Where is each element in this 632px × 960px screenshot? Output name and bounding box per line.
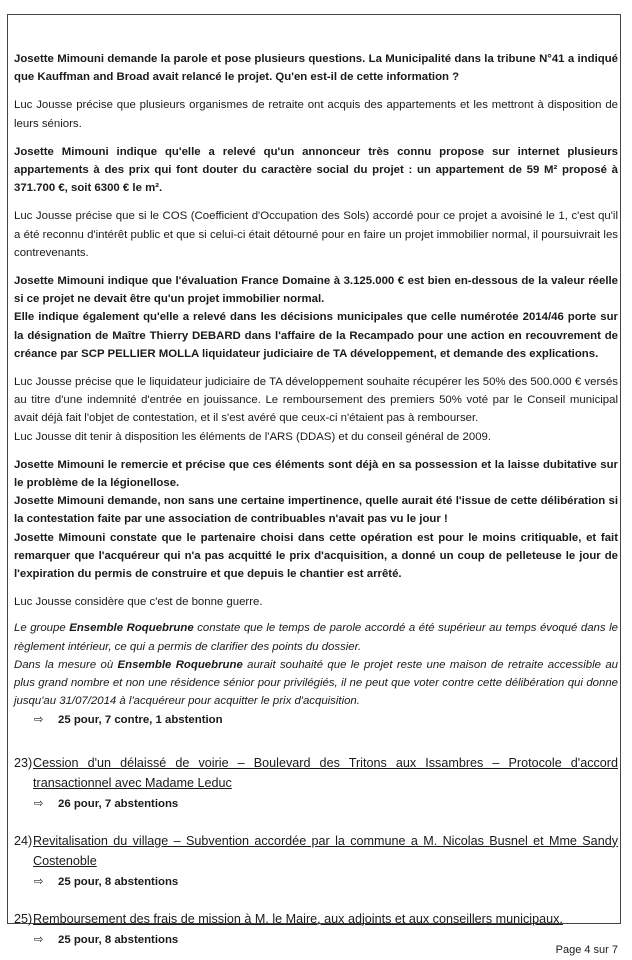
vote-result: ⇨ 25 pour, 7 contre, 1 abstention <box>14 711 618 729</box>
paragraph: Josette Mimouni indique que l'évaluation France Domaine à 3.125.000 € est bien en-dessous de la valeur réelle si ce projet ne devait être qu'un projet immobilier normal. <box>14 275 618 306</box>
vote-result: ⇨ 26 pour, 7 abstentions <box>14 795 618 813</box>
group-statement: Le groupe Ensemble Roquebrune constate que le temps de parole accordé a été supérieur au temps évoqué dans le règlement intérieur, ce qui a permis de clarifier des points du dossier. <box>14 622 618 653</box>
item-title: Revitalisation du village – Subvention accordée par la commune a M. Nicolas Busnel et Mme Sandy Costenoble <box>33 833 618 868</box>
item-title: Remboursement des frais de mission à M. le Maire, aux adjoints et aux conseillers municipaux. <box>33 911 563 926</box>
item-number: 24) <box>14 833 33 848</box>
group-name: Ensemble Roquebrune <box>69 622 194 635</box>
agenda-item <box>14 831 618 891</box>
paragraph: Elle indique également qu'elle a relevé dans les décisions municipales que celle numérotée 2014/46 porte sur la désignation de Maître Thierry DEBARD dans l'affaire de la Recampado pour une action en recouvrement de créance par SCP PELLIER MOLLA liquidateur judiciaire de TA développement, et demande des explications. <box>14 311 618 360</box>
paragraph: Luc Jousse considère que c'est de bonne guerre. <box>14 596 263 609</box>
vote-result: ⇨ 25 pour, 8 abstentions <box>14 873 618 891</box>
arrow-right-icon: ⇨ <box>34 875 44 888</box>
agenda-item <box>14 909 618 949</box>
group-name: Ensemble Roquebrune <box>117 658 243 671</box>
arrow-right-icon: ⇨ <box>34 933 44 946</box>
item-number: 23) <box>14 755 33 770</box>
paragraph: Josette Mimouni demande la parole et pose plusieurs questions. La Municipalité dans la tribune N°41 a indiqué que Kauffman and Broad avait relancé le projet. Qu'en est-il de cette information ? <box>14 53 618 84</box>
arrow-right-icon: ⇨ <box>34 713 44 726</box>
group-statement: Dans la mesure où Ensemble Roquebrune aurait souhaité que le projet reste une maison de retraite accessible au plus grand nombre et non une résidence sénior pour privilégiés, il ne peut que voter contre cette délibération qui donne jusqu'au 31/07/2014 à l'acquéreur pour acquitter le prix d'acquisition. <box>14 658 618 708</box>
paragraph: Josette Mimouni demande, non sans une certaine impertinence, quelle aurait été l'issue de cette délibération si la contestation faite par une association de contribuables n'avait pas vu le jour ! <box>14 495 618 526</box>
item-title: Cession d'un délaissé de voirie – Boulevard des Tritons aux Issambres – Protocole d'accord transactionnel avec Madame Leduc <box>33 755 618 790</box>
paragraph: Luc Jousse dit tenir à disposition les éléments de l'ARS (DDAS) et du conseil général de 2009. <box>14 430 492 443</box>
paragraph: Luc Jousse précise que plusieurs organismes de retraite ont acquis des appartements et les mettront à disposition de leurs séniors. <box>14 99 618 130</box>
document-body <box>14 50 618 949</box>
paragraph: Josette Mimouni indique qu'elle a relevé qu'un annonceur très connu propose sur internet plusieurs appartements à des prix qui font douter du caractère social du projet : un appartement de 59 M² proposé à 371.700 €, soit 6300 € le m². <box>14 145 618 195</box>
vote-result: ⇨ 25 pour, 8 abstentions <box>14 931 618 949</box>
paragraph: Josette Mimouni constate que le partenaire choisi dans cette opération est pour le moins critiquable, et fait remarquer que l'acquéreur qui n'a pas acquitté le prix d'acquisition, a donné un coup de pelleteuse le jour de l'expiration du permis de construire et que depuis le chantier est arrêté. <box>14 531 618 581</box>
item-number: 25) <box>14 911 33 926</box>
agenda-item <box>14 753 618 813</box>
paragraph: Luc Jousse précise que le liquidateur judiciaire de TA développement souhaite récupérer les 50% des 500.000 € versés au titre d'une indemnité d'entrée en jouissance. Le remboursement des premiers 50% voté par le Conseil municipal avait déjà fait l'objet de contestation, et il s'est avéré que ceux-ci n'étaient pas à rembourser. <box>14 376 618 425</box>
paragraph: Luc Jousse précise que si le COS (Coefficient d'Occupation des Sols) accordé pour ce projet a avoisiné le 1, c'est qu'il a été reconnu d'intérêt public et que si celui-ci était détourné pour en faire un projet immobilier normal, il poursuivrait les contrevenants. <box>14 210 618 259</box>
paragraph: Josette Mimouni le remercie et précise que ces éléments sont déjà en sa possession et la laisse dubitative sur le problème de la légionellose. <box>14 458 618 490</box>
page-number: Page 4 sur 7 <box>555 944 618 956</box>
arrow-right-icon: ⇨ <box>34 797 44 810</box>
